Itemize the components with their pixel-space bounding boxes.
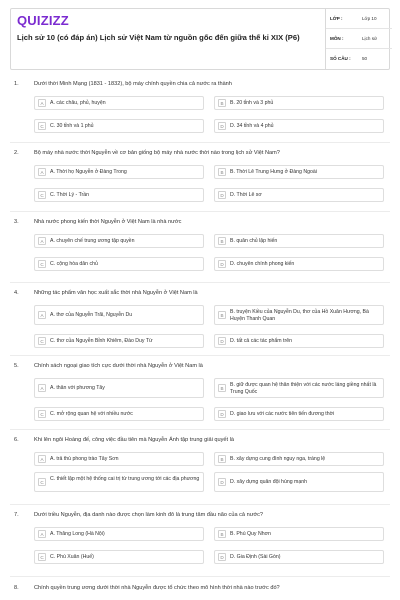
option-text: D. tất cả các tác phẩm trên xyxy=(230,338,292,344)
question-text: Chính quyền trung ương dưới thời nhà Nguyễn được tổ chức theo mô hình thời nhà nào trước đó? xyxy=(34,585,280,591)
option-text: A. thơ của Nguyễn Trãi, Nguyễn Du xyxy=(50,312,133,318)
divider xyxy=(10,282,390,283)
option-text: A. trả thù phong trào Tây Sơn xyxy=(50,456,119,462)
option-b[interactable] xyxy=(214,96,384,110)
option-a[interactable] xyxy=(34,378,204,398)
option-letter: B xyxy=(218,455,226,463)
option-a[interactable] xyxy=(34,165,204,179)
option-letter: D xyxy=(218,478,226,486)
option-text: C. thiết lập một hệ thống cai trị từ trung ương tới các địa phương xyxy=(50,476,200,482)
option-text: A. Thăng Long (Hà Nội) xyxy=(50,531,105,537)
option-text: A. các châu, phủ, huyện xyxy=(50,100,106,106)
question-text: Những tác phẩm văn học xuất sắc thời nhà Nguyễn ở Việt Nam là xyxy=(34,290,198,296)
meta-value: 50 xyxy=(362,56,368,61)
quiz-meta-panel xyxy=(325,9,392,69)
option-letter: B xyxy=(218,168,226,176)
option-letter: A xyxy=(38,99,46,107)
option-letter: C xyxy=(38,478,46,486)
option-text: D. giao lưu với các nước tiên tiến đương thời xyxy=(230,411,335,417)
option-a[interactable] xyxy=(34,527,204,541)
option-letter: B xyxy=(218,99,226,107)
option-text: B. truyện Kiều của Nguyễn Du, thơ của Hồ Xuân Hương, Bà Huyện Thanh Quan xyxy=(230,309,369,322)
option-letter: D xyxy=(218,337,226,345)
option-text: B. quân chủ lập hiến xyxy=(230,238,278,244)
option-text: D. Gia Định (Sài Gòn) xyxy=(230,554,281,560)
option-text: B. Thời Lê Trung Hưng ở Đàng Ngoài xyxy=(230,169,317,175)
quiz-header xyxy=(10,8,390,70)
question-number: 1. xyxy=(14,81,19,87)
question-text: Dưới triều Nguyễn, địa danh nào được chọn làm kinh đô là trung tâm đầu não của cả nước? xyxy=(34,512,264,518)
option-c[interactable] xyxy=(34,407,204,421)
meta-label: SỐ CÂU : xyxy=(330,56,351,61)
option-a[interactable] xyxy=(34,305,204,325)
option-letter: C xyxy=(38,337,46,345)
option-c[interactable] xyxy=(34,550,204,564)
divider xyxy=(10,211,390,212)
option-letter: D xyxy=(218,553,226,561)
option-letter: C xyxy=(38,553,46,561)
meta-value: Lớp 10 xyxy=(362,16,377,21)
option-letter: D xyxy=(218,122,226,130)
divider xyxy=(10,504,390,505)
option-c[interactable] xyxy=(34,472,204,492)
option-text: A. Thời họ Nguyễn ở Đàng Trong xyxy=(50,169,127,175)
option-letter: A xyxy=(38,237,46,245)
option-c[interactable] xyxy=(34,257,204,271)
option-text: C. thơ của Nguyễn Bỉnh Khiêm, Đào Duy Từ xyxy=(50,338,153,344)
question-text: Chính sách ngoại giao tích cực dưới thời nhà Nguyễn ở Việt Nam là xyxy=(34,363,203,369)
question-number: 6. xyxy=(14,437,19,443)
meta-row-subject xyxy=(326,29,392,49)
question-number: 4. xyxy=(14,290,19,296)
option-a[interactable] xyxy=(34,452,204,466)
option-b[interactable] xyxy=(214,305,384,325)
option-text: C. cộng hòa dân chủ xyxy=(50,261,98,267)
option-letter: B xyxy=(218,311,226,319)
meta-label: MÔN : xyxy=(330,36,344,41)
option-d[interactable] xyxy=(214,119,384,133)
option-d[interactable] xyxy=(214,472,384,492)
option-d[interactable] xyxy=(214,407,384,421)
question-number: 3. xyxy=(14,219,19,225)
divider xyxy=(10,576,390,577)
option-letter: B xyxy=(218,384,226,392)
option-letter: B xyxy=(218,237,226,245)
quizizz-logo: QUIZIZZ xyxy=(17,13,69,28)
quiz-title: Lịch sử 10 (có đáp án) Lịch sử Việt Nam từ nguồn gốc đến giữa thế kỉ XIX (P6) xyxy=(17,33,300,42)
option-letter: A xyxy=(38,311,46,319)
question-number: 2. xyxy=(14,150,19,156)
meta-value: Lịch sử xyxy=(362,36,378,41)
option-text: C. mở rộng quan hệ với nhiều nước xyxy=(50,411,133,417)
question-number: 8. xyxy=(14,585,19,591)
option-b[interactable] xyxy=(214,234,384,248)
option-b[interactable] xyxy=(214,452,384,466)
option-text: A. chuyên chế trung ương tập quyền xyxy=(50,238,135,244)
option-a[interactable] xyxy=(34,96,204,110)
option-c[interactable] xyxy=(34,119,204,133)
option-text: D. 34 tỉnh và 4 phủ xyxy=(230,123,274,129)
option-b[interactable] xyxy=(214,527,384,541)
option-letter: B xyxy=(218,530,226,538)
option-c[interactable] xyxy=(34,188,204,202)
option-letter: C xyxy=(38,191,46,199)
option-b[interactable] xyxy=(214,378,384,398)
option-d[interactable] xyxy=(214,550,384,564)
option-text: B. giữ được quan hệ thân thiện với các nước láng giềng nhất là Trung Quốc xyxy=(230,382,377,395)
option-text: D. xây dựng quân đội hùng mạnh xyxy=(230,479,308,485)
option-c[interactable] xyxy=(34,334,204,348)
option-d[interactable] xyxy=(214,334,384,348)
option-text: D. chuyên chính phong kiến xyxy=(230,261,295,267)
option-d[interactable] xyxy=(214,188,384,202)
option-text: B. xây dựng cung đình nguy nga, tráng lệ xyxy=(230,456,326,462)
option-b[interactable] xyxy=(214,165,384,179)
divider xyxy=(10,429,390,430)
option-letter: D xyxy=(218,260,226,268)
option-letter: D xyxy=(218,191,226,199)
question-text: Bộ máy nhà nước thời Nguyễn về cơ bản giống bộ máy nhà nước thời nào trong lịch sử Việt Nam? xyxy=(34,150,280,156)
divider xyxy=(10,142,390,143)
option-letter: C xyxy=(38,122,46,130)
option-text: D. Thời Lê sơ xyxy=(230,192,262,198)
option-text: C. 30 tỉnh và 1 phủ xyxy=(50,123,94,129)
option-text: C. Phú Xuân (Huế) xyxy=(50,554,94,560)
question-text: Dưới thời Minh Mạng (1831 - 1832), bộ máy chính quyền chia cả nước ra thành xyxy=(34,81,232,87)
option-letter: C xyxy=(38,410,46,418)
meta-row-count xyxy=(326,49,392,68)
option-letter: A xyxy=(38,530,46,538)
option-letter: D xyxy=(218,410,226,418)
meta-row-grade xyxy=(326,9,392,29)
question-text: Nhà nước phong kiến thời Nguyễn ở Việt Nam là nhà nước xyxy=(34,219,182,225)
question-number: 5. xyxy=(14,363,19,369)
option-letter: A xyxy=(38,455,46,463)
divider xyxy=(10,355,390,356)
question-number: 7. xyxy=(14,512,19,518)
option-text: B. 20 tỉnh và 3 phủ xyxy=(230,100,274,106)
option-letter: A xyxy=(38,384,46,392)
option-text: C. Thời Lý - Trần xyxy=(50,192,90,198)
option-text: A. thân với phương Tây xyxy=(50,385,105,391)
option-text: B. Phú Quy Nhơn xyxy=(230,531,271,537)
option-d[interactable] xyxy=(214,257,384,271)
meta-label: LỚP : xyxy=(330,16,343,21)
option-letter: A xyxy=(38,168,46,176)
option-letter: C xyxy=(38,260,46,268)
option-a[interactable] xyxy=(34,234,204,248)
question-text: Khi lên ngôi Hoàng đế, công việc đầu tiên mà Nguyễn Ánh tập trung giải quyết là xyxy=(34,437,234,443)
